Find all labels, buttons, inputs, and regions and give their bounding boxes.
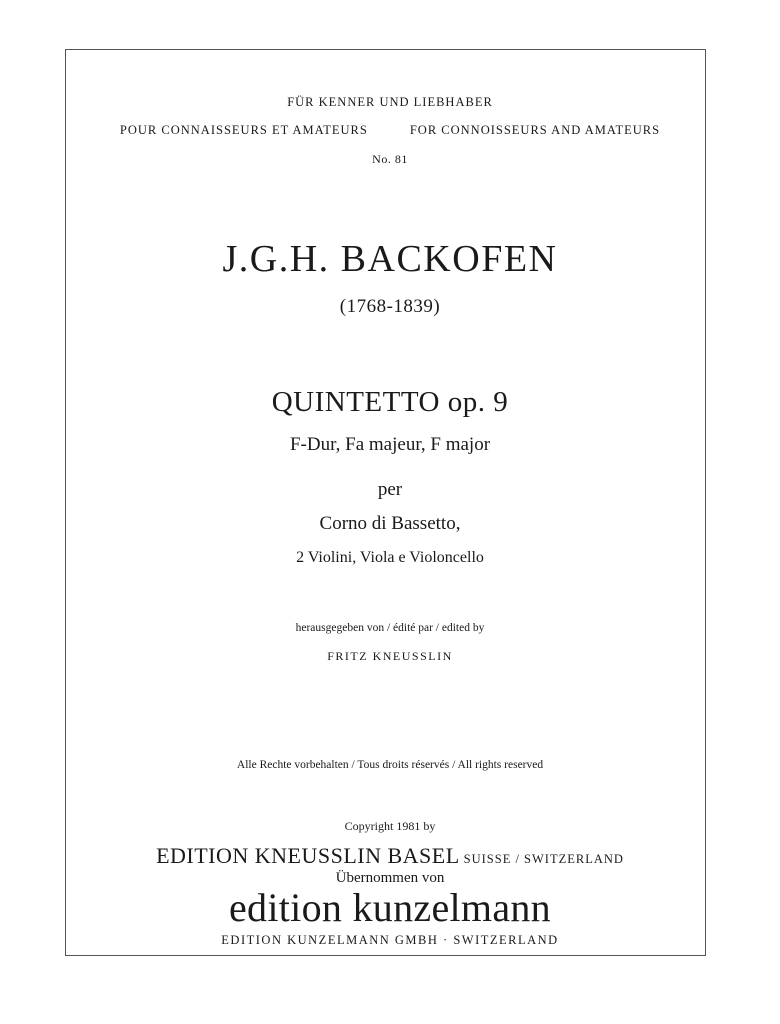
rights-notice: Alle Rechte vorbehalten / Tous droits réservés / All rights reserved <box>236 759 544 771</box>
series-title-english: FOR CONNOISSEURS AND AMATEURS <box>409 123 661 137</box>
work-per: per <box>377 479 403 500</box>
series-title-french: POUR CONNAISSEURS ET AMATEURS <box>119 123 368 137</box>
copyright-notice: Copyright 1981 by <box>344 819 436 833</box>
brand-subtitle: EDITION KUNZELMANN GMBH · SWITZERLAND <box>221 933 559 947</box>
editor-name: FRITZ KNEUSSLIN <box>327 649 453 663</box>
edited-by-label: herausgegeben von / édité par / edited by <box>295 622 485 634</box>
series-title-german: FÜR KENNER UND LIEBHABER <box>287 95 493 109</box>
instrumentation-line-2: 2 Violini, Viola e Violoncello <box>296 549 484 566</box>
series-title-row <box>0 124 780 137</box>
brand-logo-text: edition kunzelmann <box>229 885 551 930</box>
publisher-country: SUISSE / SWITZERLAND <box>463 852 624 866</box>
publisher-row <box>0 845 780 867</box>
work-key: F-Dur, Fa majeur, F major <box>289 434 491 455</box>
taken-over-label: Übernommen von <box>335 870 445 886</box>
publisher-name: EDITION KNEUSSLIN BASEL <box>156 843 460 868</box>
work-title: QUINTETTO op. 9 <box>271 386 509 418</box>
composer-name: J.G.H. BACKOFEN <box>222 238 558 280</box>
composer-dates: (1768-1839) <box>339 296 441 317</box>
series-number: No. 81 <box>372 152 408 166</box>
instrumentation-line-1: Corno di Bassetto, <box>319 513 461 534</box>
